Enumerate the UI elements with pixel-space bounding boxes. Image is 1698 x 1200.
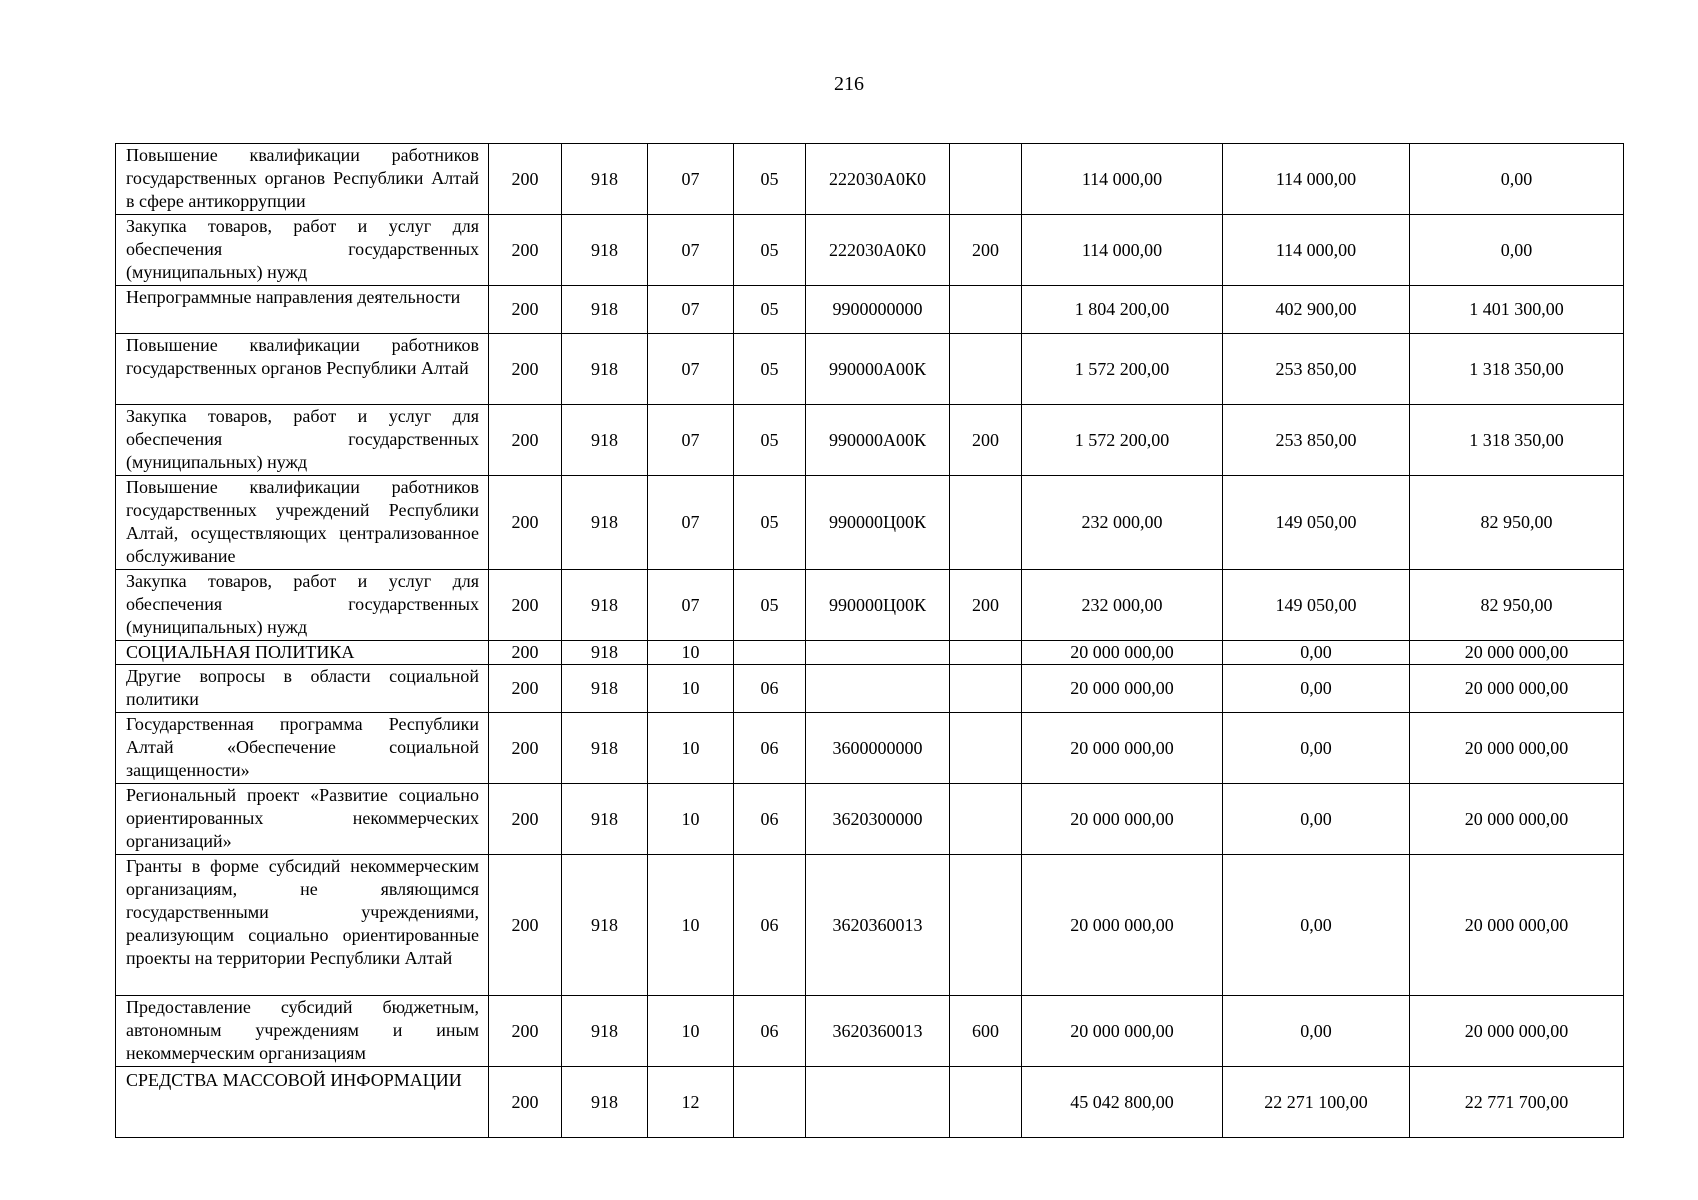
cell-sum-1: 1 572 200,00: [1022, 334, 1223, 405]
row-name: Закупка товаров, работ и услуг для обеспечения государственных (муниципальных) нужд: [116, 570, 489, 641]
cell-code-2: 918: [562, 570, 648, 641]
table-row: [116, 144, 1624, 215]
cell-code-5: [806, 1067, 950, 1138]
cell-sum-3: 1 318 350,00: [1410, 405, 1624, 476]
cell-code-4: [734, 1067, 806, 1138]
table-row: [116, 855, 1624, 996]
cell-sum-3: 22 771 700,00: [1410, 1067, 1624, 1138]
cell-code-5: 3620300000: [806, 784, 950, 855]
cell-code-4: 05: [734, 286, 806, 334]
table-row: [116, 784, 1624, 855]
cell-sum-2: 114 000,00: [1223, 144, 1410, 215]
cell-code-1: 200: [489, 996, 562, 1067]
row-name: Повышение квалификации работников государственных учреждений Республики Алтай, осуществляющих централизованное обслуживание: [116, 476, 489, 570]
cell-code-6: [950, 144, 1022, 215]
row-name: Другие вопросы в области социальной политики: [116, 665, 489, 713]
cell-code-4: 06: [734, 665, 806, 713]
cell-code-3: 07: [648, 405, 734, 476]
cell-sum-2: 22 271 100,00: [1223, 1067, 1410, 1138]
cell-sum-3: 0,00: [1410, 144, 1624, 215]
cell-code-6: 200: [950, 405, 1022, 476]
cell-sum-2: 0,00: [1223, 784, 1410, 855]
cell-sum-2: 149 050,00: [1223, 570, 1410, 641]
cell-sum-1: 1 572 200,00: [1022, 405, 1223, 476]
cell-code-4: 05: [734, 334, 806, 405]
cell-code-3: 12: [648, 1067, 734, 1138]
cell-code-6: [950, 286, 1022, 334]
cell-code-6: [950, 784, 1022, 855]
cell-code-1: 200: [489, 334, 562, 405]
cell-sum-1: 20 000 000,00: [1022, 996, 1223, 1067]
cell-code-1: 200: [489, 665, 562, 713]
cell-code-2: 918: [562, 1067, 648, 1138]
cell-code-4: 05: [734, 570, 806, 641]
cell-sum-3: 20 000 000,00: [1410, 996, 1624, 1067]
cell-code-6: [950, 855, 1022, 996]
cell-sum-1: 232 000,00: [1022, 570, 1223, 641]
cell-sum-1: 20 000 000,00: [1022, 855, 1223, 996]
cell-code-3: 07: [648, 286, 734, 334]
cell-code-1: 200: [489, 784, 562, 855]
cell-code-5: 3620360013: [806, 996, 950, 1067]
cell-sum-2: 0,00: [1223, 996, 1410, 1067]
cell-code-1: 200: [489, 713, 562, 784]
row-name: Закупка товаров, работ и услуг для обеспечения государственных (муниципальных) нужд: [116, 215, 489, 286]
cell-sum-2: 0,00: [1223, 641, 1410, 665]
cell-sum-3: 20 000 000,00: [1410, 855, 1624, 996]
cell-sum-3: 1 401 300,00: [1410, 286, 1624, 334]
table-row: [116, 405, 1624, 476]
cell-code-3: 07: [648, 334, 734, 405]
cell-code-3: 10: [648, 641, 734, 665]
table-row: [116, 665, 1624, 713]
table-row: [116, 476, 1624, 570]
row-name: Закупка товаров, работ и услуг для обеспечения государственных (муниципальных) нужд: [116, 405, 489, 476]
cell-code-2: 918: [562, 286, 648, 334]
cell-code-4: 05: [734, 215, 806, 286]
cell-sum-1: 114 000,00: [1022, 144, 1223, 215]
cell-code-5: 990000Ц00К: [806, 570, 950, 641]
cell-sum-2: 0,00: [1223, 665, 1410, 713]
cell-code-3: 07: [648, 570, 734, 641]
cell-code-5: 990000Ц00К: [806, 476, 950, 570]
cell-code-3: 10: [648, 665, 734, 713]
cell-code-6: [950, 665, 1022, 713]
cell-sum-1: 114 000,00: [1022, 215, 1223, 286]
cell-code-5: [806, 641, 950, 665]
cell-code-2: 918: [562, 855, 648, 996]
cell-code-6: 600: [950, 996, 1022, 1067]
row-name: Повышение квалификации работников государственных органов Республики Алтай: [116, 334, 489, 405]
cell-code-4: 06: [734, 996, 806, 1067]
cell-code-3: 07: [648, 215, 734, 286]
row-name: СОЦИАЛЬНАЯ ПОЛИТИКА: [116, 641, 489, 665]
cell-code-2: 918: [562, 996, 648, 1067]
cell-sum-1: 20 000 000,00: [1022, 665, 1223, 713]
cell-sum-1: 20 000 000,00: [1022, 784, 1223, 855]
cell-code-3: 10: [648, 713, 734, 784]
page-number: 216: [834, 73, 864, 95]
cell-code-2: 918: [562, 713, 648, 784]
cell-sum-1: 232 000,00: [1022, 476, 1223, 570]
cell-sum-2: 149 050,00: [1223, 476, 1410, 570]
table-row: [116, 286, 1624, 334]
cell-code-1: 200: [489, 476, 562, 570]
cell-sum-3: 20 000 000,00: [1410, 641, 1624, 665]
cell-code-4: 06: [734, 855, 806, 996]
row-name: Предоставление субсидий бюджетным, автономным учреждениям и иным некоммерческим организациям: [116, 996, 489, 1067]
cell-code-5: [806, 665, 950, 713]
row-name: Повышение квалификации работников государственных органов Республики Алтай в сфере антикоррупции: [116, 144, 489, 215]
cell-sum-2: 0,00: [1223, 855, 1410, 996]
cell-sum-2: 114 000,00: [1223, 215, 1410, 286]
cell-sum-3: 0,00: [1410, 215, 1624, 286]
cell-code-4: [734, 641, 806, 665]
cell-code-5: 222030А0К0: [806, 144, 950, 215]
cell-sum-1: 1 804 200,00: [1022, 286, 1223, 334]
cell-code-4: 06: [734, 784, 806, 855]
cell-sum-3: 20 000 000,00: [1410, 665, 1624, 713]
cell-sum-2: 402 900,00: [1223, 286, 1410, 334]
cell-sum-3: 82 950,00: [1410, 570, 1624, 641]
cell-code-4: 05: [734, 476, 806, 570]
table-row: [116, 1067, 1624, 1138]
budget-table: [115, 143, 1624, 1138]
cell-code-6: 200: [950, 570, 1022, 641]
cell-sum-3: 20 000 000,00: [1410, 713, 1624, 784]
cell-sum-2: 253 850,00: [1223, 405, 1410, 476]
cell-code-6: [950, 334, 1022, 405]
cell-code-5: 990000А00К: [806, 334, 950, 405]
cell-code-1: 200: [489, 215, 562, 286]
cell-code-2: 918: [562, 144, 648, 215]
cell-code-5: 3600000000: [806, 713, 950, 784]
table-row: [116, 570, 1624, 641]
cell-code-6: [950, 713, 1022, 784]
table-row: [116, 334, 1624, 405]
cell-code-4: 06: [734, 713, 806, 784]
cell-code-5: 222030А0К0: [806, 215, 950, 286]
table-row: [116, 996, 1624, 1067]
cell-code-1: 200: [489, 144, 562, 215]
cell-code-3: 10: [648, 855, 734, 996]
row-name: Региональный проект «Развитие социально ориентированных некоммерческих организаций»: [116, 784, 489, 855]
cell-code-1: 200: [489, 641, 562, 665]
cell-code-6: [950, 1067, 1022, 1138]
cell-code-3: 07: [648, 144, 734, 215]
cell-code-4: 05: [734, 144, 806, 215]
table-row: [116, 713, 1624, 784]
cell-sum-2: 0,00: [1223, 713, 1410, 784]
cell-code-6: [950, 476, 1022, 570]
row-name: Непрограммные направления деятельности: [116, 286, 489, 334]
cell-code-1: 200: [489, 570, 562, 641]
table-row: [116, 215, 1624, 286]
cell-code-3: 10: [648, 996, 734, 1067]
cell-code-2: 918: [562, 476, 648, 570]
row-name: Государственная программа Республики Алтай «Обеспечение социальной защищенности»: [116, 713, 489, 784]
cell-sum-1: 20 000 000,00: [1022, 641, 1223, 665]
cell-code-1: 200: [489, 855, 562, 996]
cell-code-2: 918: [562, 641, 648, 665]
cell-sum-3: 20 000 000,00: [1410, 784, 1624, 855]
cell-sum-1: 20 000 000,00: [1022, 713, 1223, 784]
cell-code-2: 918: [562, 784, 648, 855]
cell-code-5: 9900000000: [806, 286, 950, 334]
cell-code-2: 918: [562, 334, 648, 405]
table-row: [116, 641, 1624, 665]
cell-code-1: 200: [489, 405, 562, 476]
cell-code-1: 200: [489, 286, 562, 334]
cell-sum-1: 45 042 800,00: [1022, 1067, 1223, 1138]
cell-sum-3: 1 318 350,00: [1410, 334, 1624, 405]
cell-code-6: [950, 641, 1022, 665]
cell-code-5: 990000А00К: [806, 405, 950, 476]
cell-sum-2: 253 850,00: [1223, 334, 1410, 405]
cell-code-6: 200: [950, 215, 1022, 286]
cell-sum-3: 82 950,00: [1410, 476, 1624, 570]
cell-code-3: 10: [648, 784, 734, 855]
cell-code-2: 918: [562, 215, 648, 286]
row-name: СРЕДСТВА МАССОВОЙ ИНФОРМАЦИИ: [116, 1067, 489, 1138]
cell-code-1: 200: [489, 1067, 562, 1138]
cell-code-4: 05: [734, 405, 806, 476]
cell-code-2: 918: [562, 665, 648, 713]
cell-code-2: 918: [562, 405, 648, 476]
row-name: Гранты в форме субсидий некоммерческим организациям, не являющимся государственными учреждениями, реализующим социально ориентированные проекты на территории Республики Алтай: [116, 855, 489, 996]
cell-code-3: 07: [648, 476, 734, 570]
cell-code-5: 3620360013: [806, 855, 950, 996]
